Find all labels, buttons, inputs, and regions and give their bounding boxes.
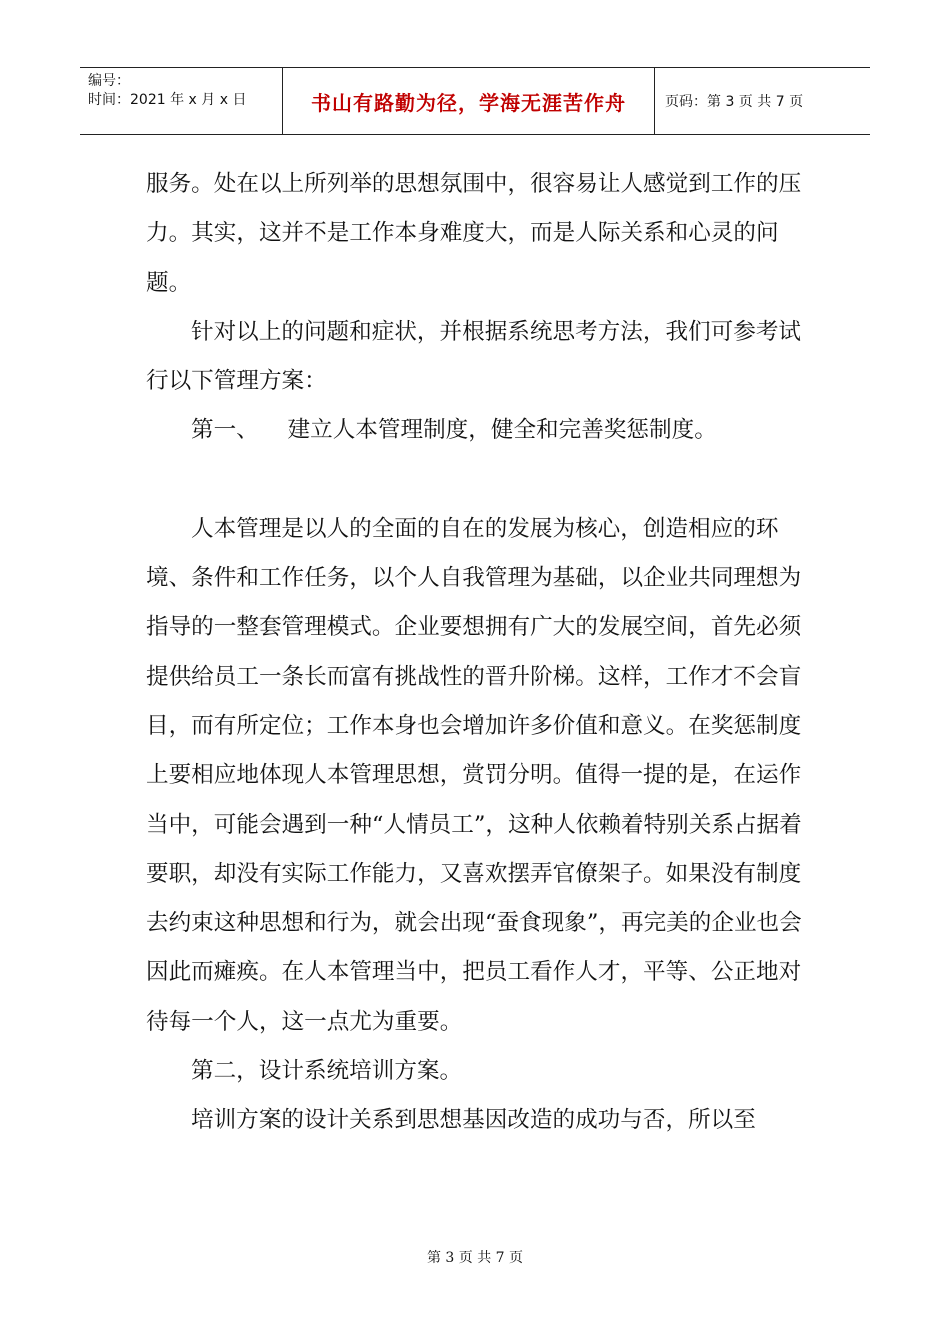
header-motto: 书山有路勤为径，学海无涯苦作舟 [283,68,655,134]
doc-number: 编号： [88,73,130,89]
header-meta [80,68,283,134]
spacer [146,456,810,505]
paragraph-continuation: 服务。处在以上所列举的思想氛围中，很容易让人感觉到工作的压力。其实，这并不是工作本身难度大，而是人际关系和心灵的问题。 [146,171,802,296]
paragraph: 人本管理是以人的全面的自在的发展为核心，创造相应的环境、条件和工作任务，以个人自我管理为基础，以企业共同理想为指导的一整套管理模式。企业要想拥有广大的发展空间，首先必须提供给员工一条长而富有挑战性的晋升阶梯。这样，工作才不会盲目，而有所定位；工作本身也会增加许多价值和意义。在奖惩制度上要相应地体现人本管理思想，赏罚分明。值得一提的是，在运作当中，可能会遇到一种“人情员工”，这种人依赖着特别关系占据着要职，却没有实际工作能力，又喜欢摆弄官僚架子。如果没有制度去约束这种思想和行为，就会出现“蚕食现象”，再完美的企业也会因此而瘫痪。在人本管理当中，把员工看作人才，平等、公正地对待每一个人，这一点尤为重要。 [146,515,802,1035]
paragraph: 针对以上的问题和症状，并根据系统思考方法，我们可参考试行以下管理方案： [146,318,802,395]
page-header [80,67,870,135]
section-heading-2: 第二，设计系统培训方案。 [191,1058,463,1085]
document-body [146,160,810,1146]
doc-date: 时间：2021 年 x 月 x 日 [88,92,247,108]
section-heading-1: 第一、 建立人本管理制度，健全和完善奖惩制度。 [191,417,717,444]
header-page-info: 页码：第 3 页 共 7 页 [665,94,804,110]
paragraph: 培训方案的设计关系到思想基因改造的成功与否，所以至 [191,1107,756,1134]
page-footer: 第 3 页 共 7 页 [426,1250,524,1266]
